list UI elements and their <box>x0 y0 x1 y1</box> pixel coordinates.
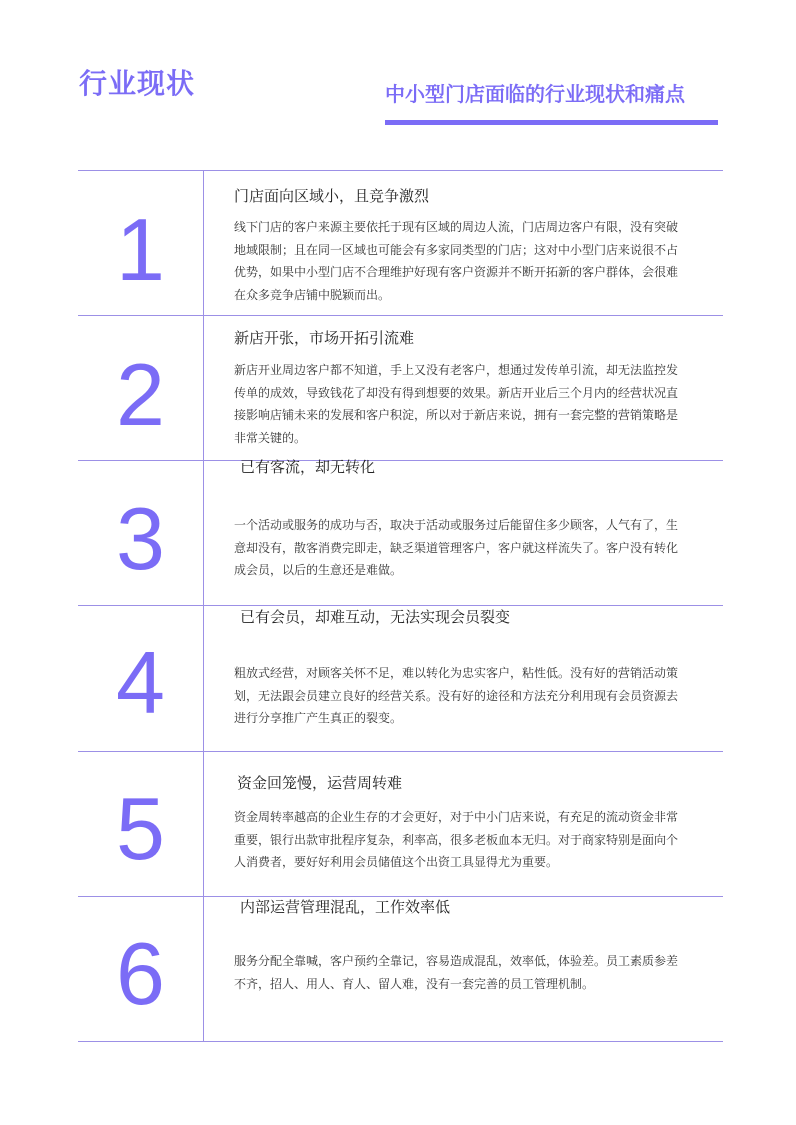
item-body: 粗放式经营，对顾客关怀不足，难以转化为忠实客户，粘性低。没有好的营销活动策划，无法跟会员建立良好的经营关系。没有好的途径和方法充分利用现有会员资源去进行分享推广产生真正的裂变。 <box>234 666 679 725</box>
page-subtitle: 中小型门店面临的行业现状和痛点 <box>385 82 685 106</box>
item-title: 资金回笼慢，运营周转难 <box>237 774 403 792</box>
item-body: 一个活动或服务的成功与否，取决于活动或服务过后能留住多少顾客，人气有了，生意却没有，散客消费完即走，缺乏渠道管理客户，客户就这样流失了。客户没有转化成会员，以后的生意还是难做。 <box>234 518 679 577</box>
item-number: 4 <box>116 633 165 732</box>
subtitle-underline <box>385 120 718 125</box>
item-body: 线下门店的客户来源主要依托于现有区域的周边人流，门店周边客户有限，没有突破地域限制；且在同一区域也可能会有多家同类型的门店；这对中小型门店来说很不占优势，如果中小型门店不合理维护好现有客户资源并不断开拓新的客户群体，会很难在众多竞争店铺中脱颖而出。 <box>234 220 679 302</box>
item-title: 已有会员，却难互动，无法实现会员裂变 <box>240 608 511 626</box>
item-number: 2 <box>116 345 165 444</box>
section-rule <box>78 170 723 171</box>
section-rule <box>78 315 723 316</box>
item-title: 已有客流，却无转化 <box>240 458 376 476</box>
item-body: 资金周转率越高的企业生存的才会更好，对于中小门店来说，有充足的流动资金非常重要，银行出款审批程序复杂，利率高，很多老板血本无归。对于商家特别是面向个人消费者，要好好利用会员储值这个出资工具显得尤为重要。 <box>234 810 679 869</box>
item-number: 1 <box>116 200 165 299</box>
item-title: 新店开张，市场开拓引流难 <box>234 329 415 347</box>
section-rule <box>78 1041 723 1042</box>
item-title: 门店面向区域小，且竞争激烈 <box>234 187 430 205</box>
item-number: 3 <box>116 489 165 588</box>
item-body: 服务分配全靠喊，客户预约全靠记，容易造成混乱，效率低，体验差。员工素质参差不齐，招人、用人、育人、留人难，没有一套完善的员工管理机制。 <box>234 954 679 991</box>
item-number: 5 <box>116 779 165 878</box>
item-title: 内部运营管理混乱，工作效率低 <box>240 898 451 916</box>
section-rule <box>78 751 723 752</box>
item-number: 6 <box>116 924 165 1023</box>
section-rule <box>78 460 723 461</box>
item-body: 新店开业周边客户都不知道，手上又没有老客户，想通过发传单引流，却无法监控发传单的成效，导致钱花了却没有得到想要的效果。新店开业后三个月内的经营状况直接影响店铺未来的发展和客户积淀，所以对于新店来说，拥有一套完整的营销策略是非常关键的。 <box>234 363 679 445</box>
page-title: 行业现状 <box>79 67 196 100</box>
